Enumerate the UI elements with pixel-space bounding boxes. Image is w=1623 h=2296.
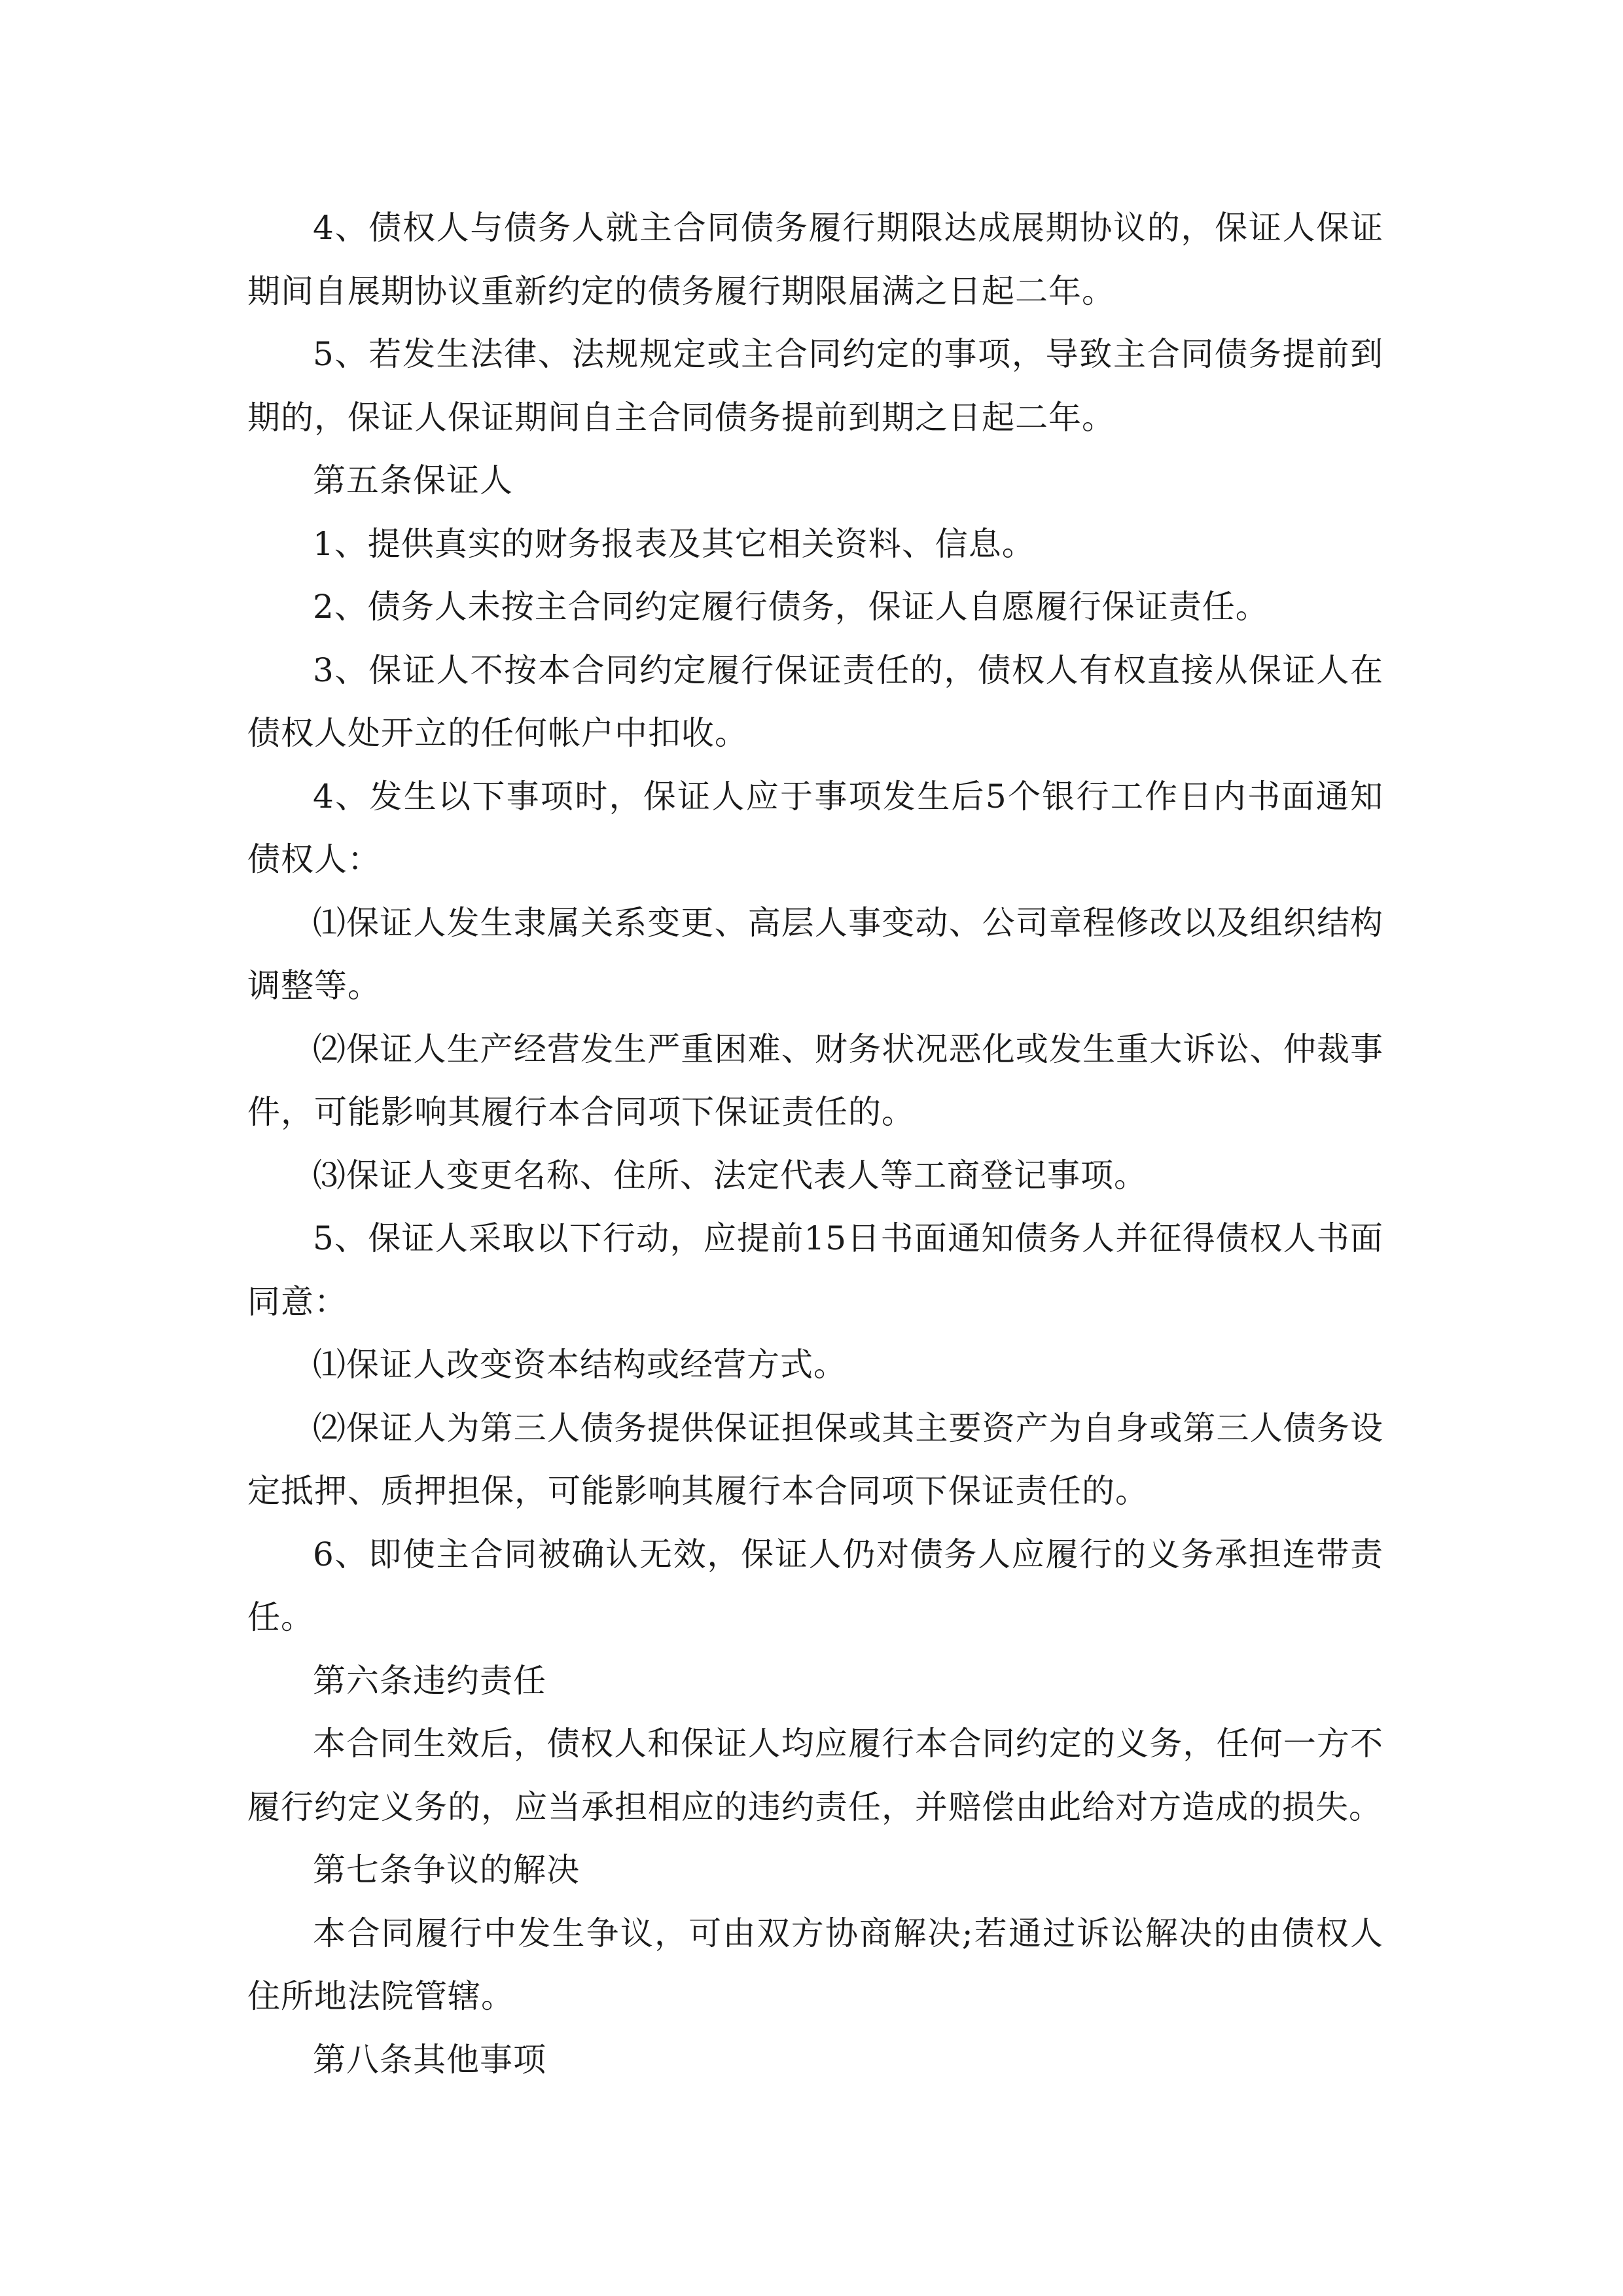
clause-4-2-acceleration: 5、若发生法律、法规规定或主合同约定的事项，导致主合同债务提前到期的，保证人保证期间自主合同债务提前到期之日起二年。 bbox=[247, 335, 1383, 437]
document-body bbox=[247, 196, 1383, 2091]
article-5-item-3: 3、保证人不按本合同约定履行保证责任的，债权人有权直接从保证人在债权人处开立的任何帐户中扣收。 bbox=[247, 651, 1383, 752]
article-5-item-5-sub-1: ⑴保证人改变资本结构或经营方式。 bbox=[313, 1346, 847, 1384]
article-7-body: 本合同履行中发生争议，可由双方协商解决;若通过诉讼解决的由债权人住所地法院管辖。 bbox=[247, 1914, 1383, 2015]
article-5-item-5: 5、保证人采取以下行动，应提前15日书面通知债务人并征得债权人书面同意： bbox=[247, 1219, 1383, 1321]
article-5-item-1: 1、提供真实的财务报表及其它相关资料、信息。 bbox=[313, 524, 1035, 563]
article-5-item-2: 2、债务人未按主合同约定履行债务，保证人自愿履行保证责任。 bbox=[313, 588, 1269, 626]
article-5-item-4: 4、发生以下事项时，保证人应于事项发生后5个银行工作日内书面通知债权人： bbox=[247, 777, 1383, 878]
article-5-heading: 第五条保证人 bbox=[313, 461, 513, 499]
article-6-heading: 第六条违约责任 bbox=[313, 1661, 546, 1700]
clause-4-2-extension: 4、债权人与债务人就主合同债务履行期限达成展期协议的，保证人保证期间自展期协议重新约定的债务履行期限届满之日起二年。 bbox=[247, 209, 1383, 310]
article-5-item-5-sub-2: ⑵保证人为第三人债务提供保证担保或其主要资产为自身或第三人债务设定抵押、质押担保，可能影响其履行本合同项下保证责任的。 bbox=[247, 1408, 1383, 1510]
article-5-item-4-sub-1: ⑴保证人发生隶属关系变更、高层人事变动、公司章程修改以及组织结构调整等。 bbox=[247, 903, 1383, 1005]
article-6-body: 本合同生效后，债权人和保证人均应履行本合同约定的义务，任何一方不履行约定义务的，应当承担相应的违约责任，并赔偿由此给对方造成的损失。 bbox=[247, 1725, 1383, 1826]
article-7-heading: 第七条争议的解决 bbox=[313, 1851, 580, 1889]
article-5-item-6: 6、即使主合同被确认无效，保证人仍对债务人应履行的义务承担连带责任。 bbox=[247, 1535, 1383, 1636]
article-8-heading: 第八条其他事项 bbox=[313, 2040, 546, 2079]
article-5-item-4-sub-2: ⑵保证人生产经营发生严重困难、财务状况恶化或发生重大诉讼、仲裁事件，可能影响其履行本合同项下保证责任的。 bbox=[247, 1030, 1383, 1131]
article-5-item-4-sub-3: ⑶保证人变更名称、住所、法定代表人等工商登记事项。 bbox=[313, 1156, 1147, 1194]
